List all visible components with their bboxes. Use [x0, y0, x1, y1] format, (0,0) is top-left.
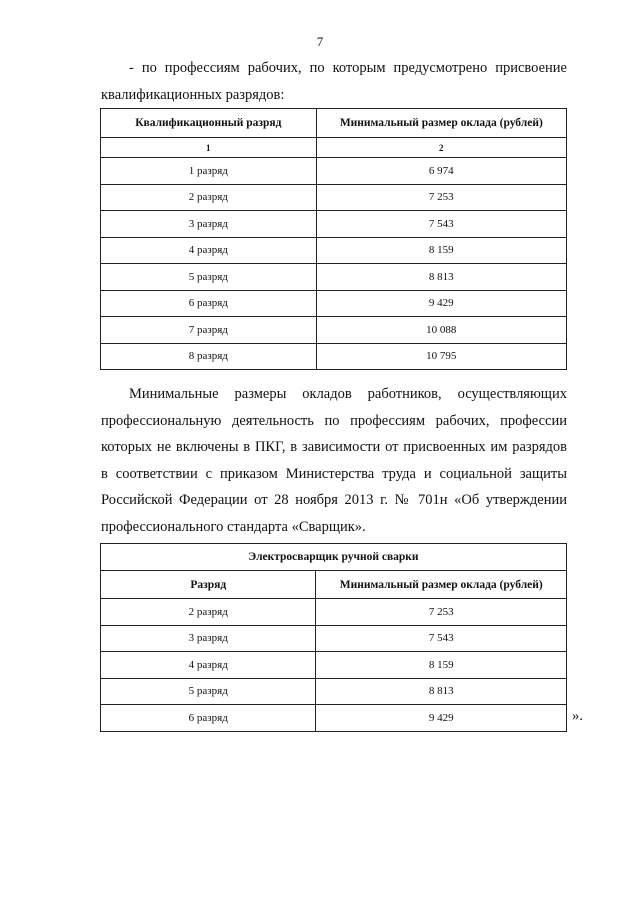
qualification-salary-table [100, 108, 567, 370]
column-header-salary: Минимальный размер оклада (рублей) [316, 571, 567, 599]
table-title: Электросварщик ручной сварки [101, 544, 567, 571]
intro-line-2: квалификационных разрядов: [101, 86, 285, 103]
salary-cell: 8 159 [316, 237, 566, 264]
table-row [101, 599, 567, 626]
column-header-grade: Квалификационный разряд [101, 109, 317, 138]
grade-cell: 3 разряд [101, 211, 317, 238]
paragraph-line: которых не включены в ПКГ, в зависимости от присвоенных им разрядов [101, 439, 567, 455]
salary-cell: 8 813 [316, 264, 566, 291]
grade-cell: 5 разряд [101, 264, 317, 291]
table-row [101, 317, 567, 344]
table-row [101, 158, 567, 185]
table-header-row [101, 109, 567, 138]
grade-cell: 2 разряд [101, 184, 317, 211]
grade-cell: 6 разряд [101, 705, 316, 732]
salary-cell: 7 543 [316, 625, 567, 652]
table-row [101, 211, 567, 238]
paragraph-line: профессионального стандарта «Сварщик». [101, 518, 366, 535]
grade-cell: 4 разряд [101, 237, 317, 264]
table-row [101, 290, 567, 317]
paragraph-line: в соответствии с приказом Министерства труда и социальной защиты [101, 465, 567, 482]
column-number: 2 [316, 138, 566, 158]
salary-cell: 6 974 [316, 158, 566, 185]
grade-cell: 2 разряд [101, 599, 316, 626]
grade-cell: 1 разряд [101, 158, 317, 185]
table-row [101, 237, 567, 264]
salary-cell: 9 429 [316, 705, 567, 732]
page-number: 7 [316, 34, 324, 49]
column-number: 1 [101, 138, 317, 158]
paragraph-line: профессиональную деятельность по профессиям рабочих, профессии [101, 412, 567, 429]
grade-cell: 6 разряд [101, 290, 317, 317]
salary-cell: 8 813 [316, 678, 567, 705]
closing-quote-mark: ». [572, 708, 583, 724]
table-row [101, 625, 567, 652]
salary-cell: 7 253 [316, 599, 567, 626]
grade-cell: 7 разряд [101, 317, 317, 344]
salary-cell: 8 159 [316, 652, 567, 679]
table-title-row [101, 544, 567, 571]
grade-cell: 4 разряд [101, 652, 316, 679]
column-header-salary: Минимальный размер оклада (рублей) [316, 109, 566, 138]
salary-cell: 7 253 [316, 184, 566, 211]
table-row [101, 184, 567, 211]
intro-line-1: - по профессиям рабочих, по которым предусмотрено присвоение [129, 60, 567, 76]
paragraph-line: Российской Федерации от 28 ноября 2013 г. № 701н «Об утверждении [101, 492, 567, 508]
column-header-grade: Разряд [101, 571, 316, 599]
intro-paragraph [101, 55, 567, 108]
salary-cell: 7 543 [316, 211, 566, 238]
welder-salary-table [100, 543, 567, 732]
salary-cell: 10 088 [316, 317, 566, 344]
table-row [101, 652, 567, 679]
table-header-row [101, 571, 567, 599]
grade-cell: 3 разряд [101, 625, 316, 652]
salary-cell: 10 795 [316, 343, 566, 370]
table-row [101, 678, 567, 705]
grade-cell: 8 разряд [101, 343, 317, 370]
salary-cell: 9 429 [316, 290, 566, 317]
column-number-row [101, 138, 567, 158]
paragraph-line: Минимальные размеры окладов работников, осуществляющих [129, 386, 567, 402]
table-row [101, 264, 567, 291]
grade-cell: 5 разряд [101, 678, 316, 705]
table-row [101, 343, 567, 370]
table-row [101, 705, 567, 732]
main-paragraph [101, 381, 567, 540]
